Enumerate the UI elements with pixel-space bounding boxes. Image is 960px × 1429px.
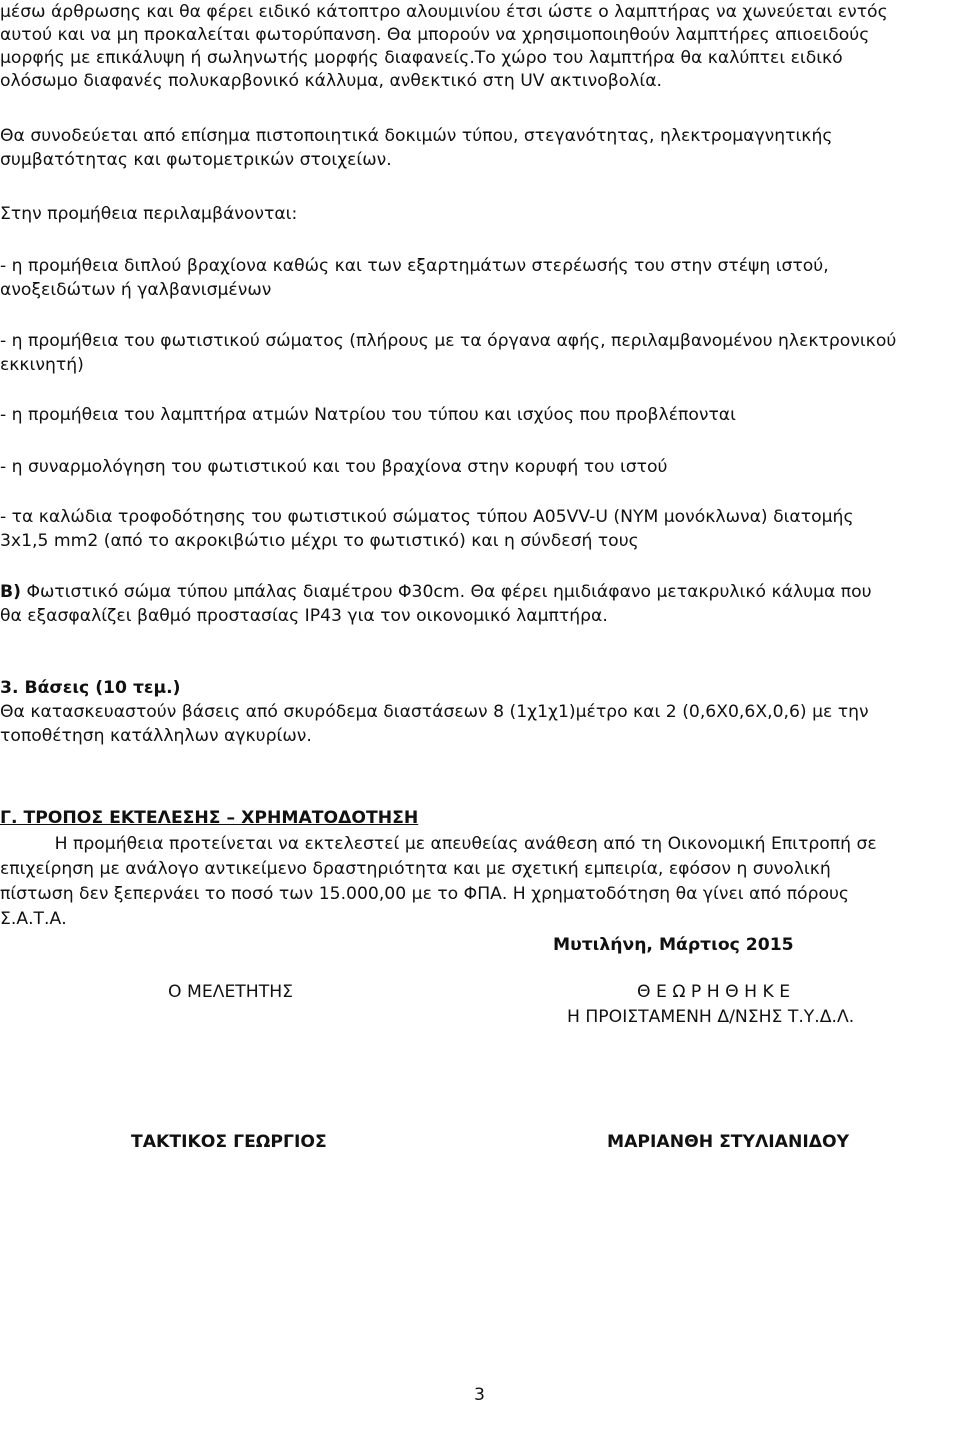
section-3-line-2: τοποθέτηση κατάλληλων αγκυρίων. [0,726,312,746]
section-g-line-4: Σ.Α.Τ.Α. [0,909,67,929]
section-b-line-1 [0,580,950,604]
list-item: - τα καλώδια τροφοδότησης του φωτιστικού σώματος τύπου A05VV-U (NYM μονόκλωνα) διατομής [0,507,854,527]
page-number: 3 [474,1385,485,1405]
section-g-line-3: πίστωση δεν ξεπερνάει το ποσό των 15.000,00 με το ΦΠΑ. Η χρηματοδότηση θα γίνει από πόρους [0,884,850,904]
list-item: - η προμήθεια του λαμπτήρα ατμών Νατρίου του τύπου και ισχύος που προβλέπονται [0,405,736,425]
intro-line-1: μέσω άρθρωσης και θα φέρει ειδικό κάτοπτρο αλουμινίου έτσι ώστε ο λαμπτήρας να χωνεύεται εντός [0,2,888,22]
section-g-heading: Γ. ΤΡΟΠΟΣ ΕΚΤΕΛΕΣΗΣ – ΧΡΗΜΑΤΟΔΟΤΗΣΗ [0,808,419,828]
certs-line-2: συμβατότητας και φωτομετρικών στοιχείων. [0,150,392,170]
list-item: - η συναρμολόγηση του φωτιστικού και του βραχίονα στην κορυφή του ιστού [0,457,668,477]
section-g-line-1: Η προμήθεια προτείνεται να εκτελεστεί με απευθείας ανάθεση από τη Οικονομική Επιτροπή σε [0,834,877,854]
signature-left-name: ΤΑΚΤΙΚΟΣ ΓΕΩΡΓΙΟΣ [131,1132,327,1152]
signature-right-title-2: Η ΠΡΟΙΣΤΑΜΕΝΗ Δ/ΝΣΗΣ Τ.Υ.Δ.Λ. [567,1007,855,1027]
place-date: Μυτιλήνη, Μάρτιος 2015 [553,935,794,955]
certs-line-1: Θα συνοδεύεται από επίσημα πιστοποιητικά δοκιμών τύπου, στεγανότητας, ηλεκτρομαγνητικής [0,126,833,146]
intro-line-4: ολόσωμο διαφανές πολυκαρβονικό κάλλυμα, ανθεκτικό στη UV ακτινοβολία. [0,71,663,91]
intro-line-2: αυτού και να μη προκαλείται φωτορύπανση. Θα μπορούν να χρησιμοποιηθούν λαμπτήρες απιοειδούς [0,25,870,45]
section-b-line-2: θα εξασφαλίζει βαθμό προστασίας IP43 για τον οικονομικό λαμπτήρα. [0,606,608,626]
list-item-continuation: ανοξειδώτων ή γαλβανισμένων [0,280,272,300]
list-item: - η προμήθεια του φωτιστικού σώματος (πλήρους με τα όργανα αφής, περιλαμβανομένου ηλεκτρονικού [0,331,897,351]
section-3-heading: 3. Βάσεις (10 τεμ.) [0,678,181,698]
list-item-continuation: εκκινητή) [0,355,84,375]
list-item: - η προμήθεια διπλού βραχίονα καθώς και των εξαρτημάτων στερέωσής του στην στέψη ιστού, [0,256,829,276]
list-item-continuation: 3x1,5 mm2 (από το ακροκιβώτιο μέχρι το φωτιστικό) και η σύνδεσή τους [0,531,639,551]
signature-left-title: Ο ΜΕΛΕΤΗΤΗΣ [168,982,294,1002]
intro-line-3: μορφής με επικάλυψη ή σωληνωτής μορφής διαφανείς.Το χώρο του λαμπτήρα θα καλύπτει ειδικό [0,48,843,68]
section-b-label: Β) [0,582,21,602]
supply-heading: Στην προμήθεια περιλαμβάνονται: [0,204,298,224]
signature-right-title-1: Θ Ε Ω Ρ Η Θ Η Κ Ε [637,982,791,1002]
section-g-line-2: επιχείρηση με ανάλογο αντικείμενο δραστηριότητα και με σχετική εμπειρία, εφόσον η συνολική [0,859,831,879]
section-b-text: Φωτιστικό σώμα τύπου μπάλας διαμέτρου Φ30cm. Θα φέρει ημιδιάφανο μετακρυλικό κάλυμα που [26,582,872,602]
section-3-line-1: Θα κατασκευαστούν βάσεις από σκυρόδεμα διαστάσεων 8 (1χ1χ1)μέτρο και 2 (0,6Χ0,6Χ,0,6) με την [0,702,869,722]
signature-right-name: ΜΑΡΙΑΝΘΗ ΣΤΥΛΙΑΝΙΔΟΥ [607,1132,850,1152]
